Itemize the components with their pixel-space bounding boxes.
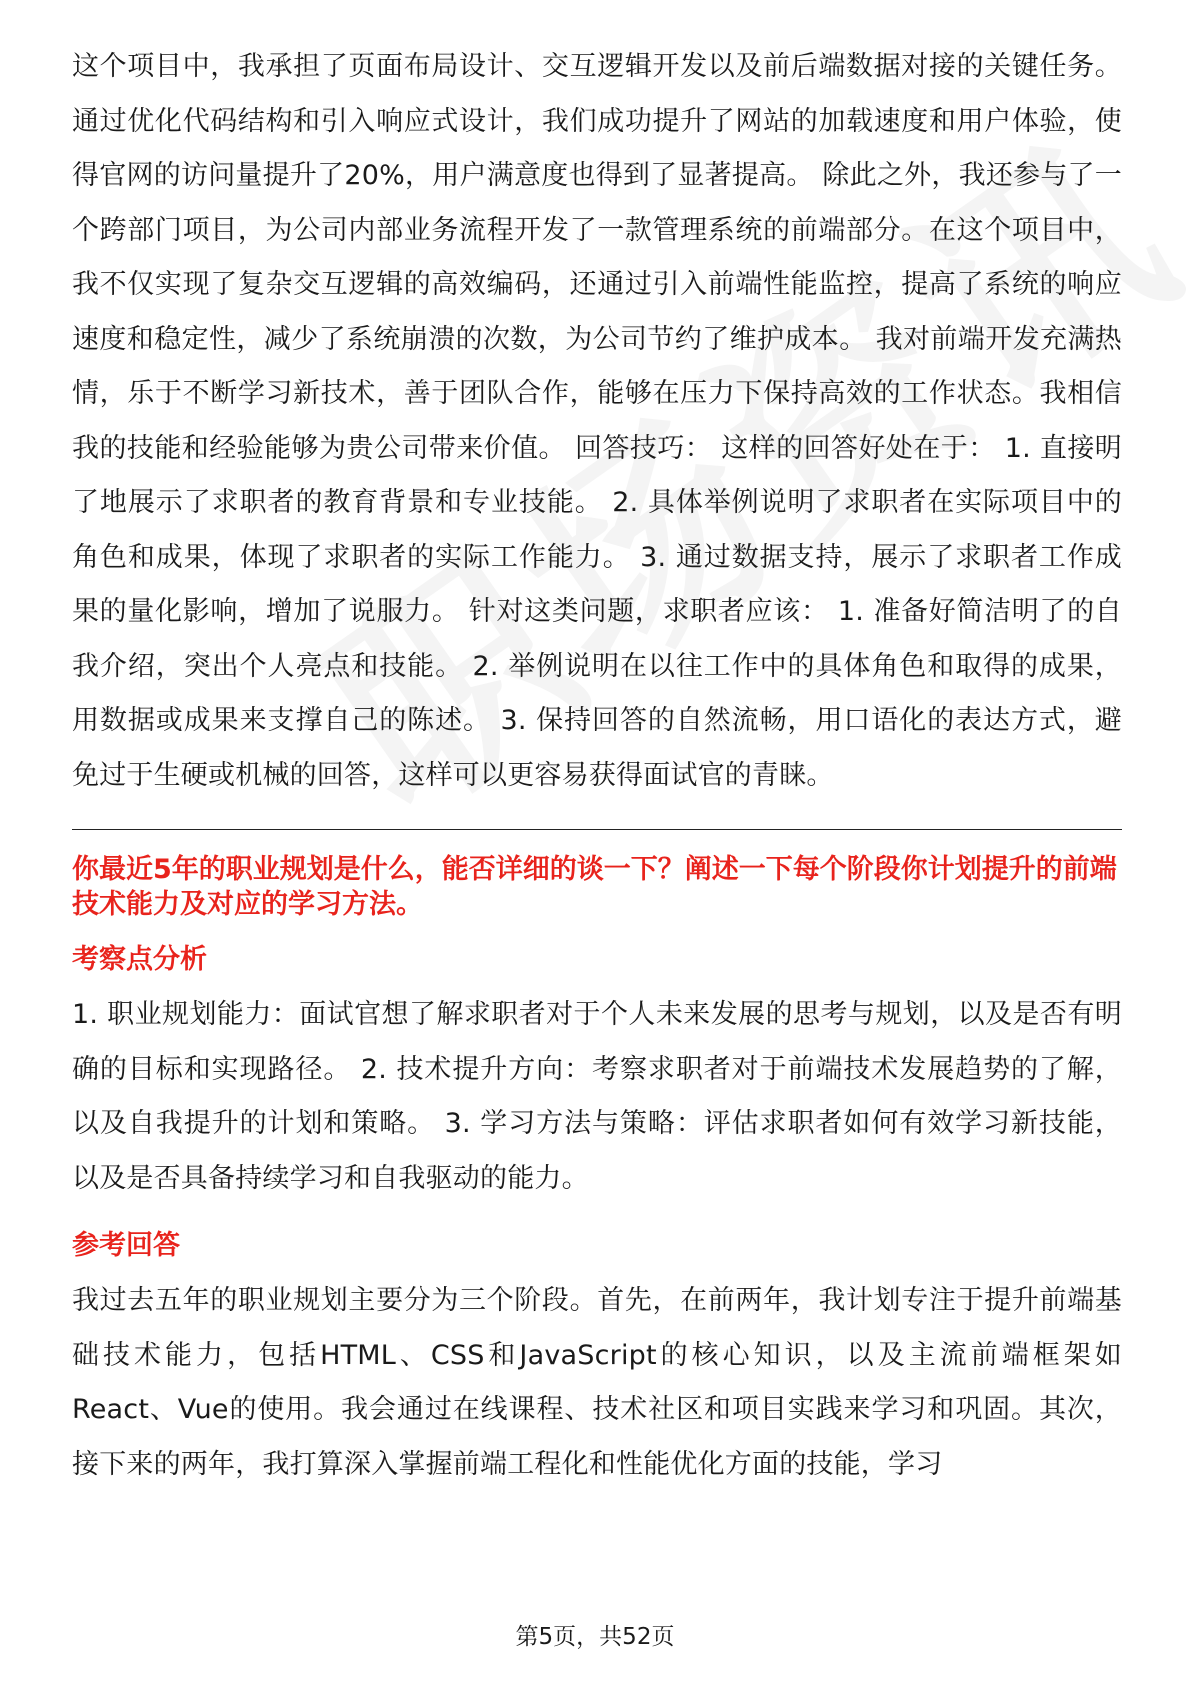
answer-heading: 参考回答 (72, 1230, 180, 1261)
analysis-heading: 考察点分析 (72, 944, 207, 975)
page-content (72, 40, 1122, 1492)
question-title: 你最近5年的职业规划是什么，能否详细的谈一下？阐述一下每个阶段你计划提升的前端技术能力及对应的学习方法。 (72, 854, 1117, 920)
divider (72, 829, 1122, 830)
analysis-paragraph: 1. 职业规划能力：面试官想了解求职者对于个人未来发展的思考与规划，以及是否有明确的目标和实现路径。 2. 技术提升方向：考察求职者对于前端技术发展趋势的了解，以及自我提升的计划和策略。 3. 学习方法与策略：评估求职者如何有效学习新技能，以及是否具备持续学习和自我驱动的能力。 (72, 999, 1122, 1194)
page-number: 第5页，共52页 (515, 1624, 675, 1650)
answer-paragraph: 我过去五年的职业规划主要分为三个阶段。首先，在前两年，我计划专注于提升前端基础技术能力，包括HTML、CSS和JavaScript的核心知识，以及主流前端框架如React、Vue的使用。我会通过在线课程、技术社区和项目实践来学习和巩固。其次，接下来的两年，我打算深入掌握前端工程化和性能优化方面的技能，学习 (72, 1285, 1122, 1480)
previous-answer-paragraph: 这个项目中，我承担了页面布局设计、交互逻辑开发以及前后端数据对接的关键任务。通过优化代码结构和引入响应式设计，我们成功提升了网站的加载速度和用户体验，使得官网的访问量提升了20%，用户满意度也得到了显著提高。 除此之外，我还参与了一个跨部门项目，为公司内部业务流程开发了一款管理系统的前端部分。在这个项目中，我不仅实现了复杂交互逻辑的高效编码，还通过引入前端性能监控，提高了系统的响应速度和稳定性，减少了系统崩溃的次数，为公司节约了维护成本。 我对前端开发充满热情，乐于不断学习新技术，善于团队合作，能够在压力下保持高效的工作状态。我相信我的技能和经验能够为贵公司带来价值。 回答技巧： 这样的回答好处在于： 1. 直接明了地展示了求职者的教育背景和专业技能。 2. 具体举例说明了求职者在实际项目中的角色和成果，体现了求职者的实际工作能力。 3. 通过数据支持，展示了求职者工作成果的量化影响，增加了说服力。 针对这类问题，求职者应该： 1. 准备好简洁明了的自我介绍，突出个人亮点和技能。 2. 举例说明在以往工作中的具体角色和取得的成果，用数据或成果来支撑自己的陈述。 3. 保持回答的自然流畅，用口语化的表达方式，避免过于生硬或机械的回答，这样可以更容易获得面试官的青睐。 (72, 51, 1122, 791)
